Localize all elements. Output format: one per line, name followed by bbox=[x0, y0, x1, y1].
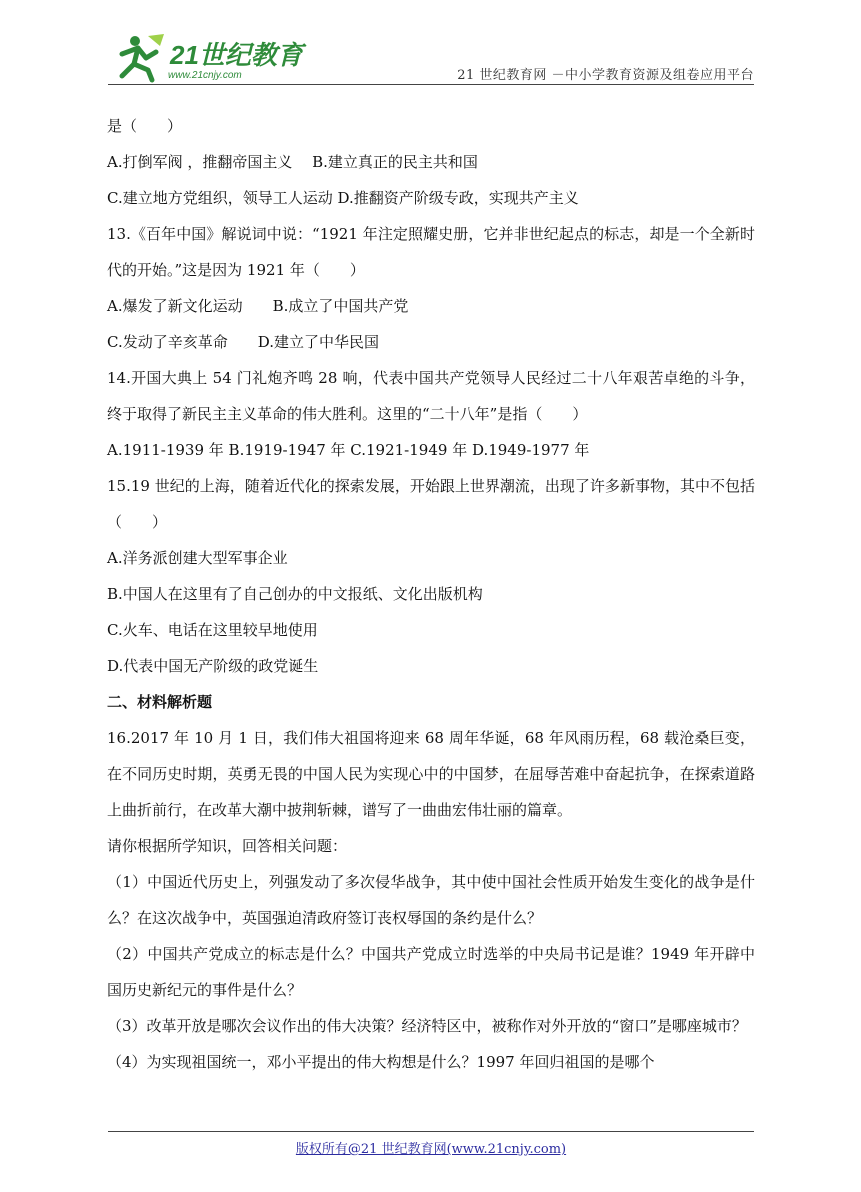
text-line: 请你根据所学知识，回答相关问题： bbox=[107, 837, 348, 855]
document-body bbox=[107, 108, 755, 1080]
text-line: 是（ ） bbox=[107, 117, 183, 135]
text-line: 15.19 世纪的上海，随着近代化的探索发展，开始跟上世界潮流，出现了许多新事物，其中不包括（ ） bbox=[107, 477, 755, 531]
text-line: 13.《百年中国》解说词中说：“1921 年注定照耀史册，它并非世纪起点的标志，却是一个全新时代的开始。”这是因为 1921 年（ ） bbox=[107, 225, 755, 279]
text-line: C.火车、电话在这里较早地使用 bbox=[107, 621, 318, 639]
text-line: （3）改革开放是哪次会议作出的伟大决策？经济特区中，被称作对外开放的“窗口”是哪座城市？ bbox=[107, 1017, 747, 1035]
text-line: （4）为实现祖国统一，邓小平提出的伟大构想是什么？1997 年回归祖国的是哪个 bbox=[107, 1053, 655, 1071]
footer-divider bbox=[108, 1131, 754, 1132]
text-line: A.打倒军阀 ，推翻帝国主义 B.建立真正的民主共和国 bbox=[107, 153, 478, 171]
section-heading: 二、材料解析题 bbox=[107, 693, 213, 711]
text-line: A.洋务派创建大型军事企业 bbox=[107, 549, 288, 567]
header-divider bbox=[108, 84, 754, 85]
site-logo[interactable] bbox=[108, 32, 308, 84]
text-line: B.中国人在这里有了自己创办的中文报纸、文化出版机构 bbox=[107, 585, 483, 603]
text-line: C.建立地方党组织，领导工人运动 D.推翻资产阶级专政，实现共产主义 bbox=[107, 189, 579, 207]
runner-icon bbox=[108, 32, 308, 84]
text-line: D.代表中国无产阶级的政党诞生 bbox=[107, 657, 319, 675]
text-line: A.1911-1939 年 B.1919-1947 年 C.1921-1949 年 D.1949-1977 年 bbox=[107, 441, 590, 459]
header-site-title: 21 世纪教育网 －中小学教育资源及组卷应用平台 bbox=[457, 68, 754, 83]
text-line: （2）中国共产党成立的标志是什么？中国共产党成立时选举的中央局书记是谁？1949 年开辟中国历史新纪元的事件是什么？ bbox=[107, 945, 755, 999]
footer-copyright-link[interactable]: 版权所有@21 世纪教育网(www.21cnjy.com) bbox=[295, 1142, 567, 1157]
text-line: （1）中国近代历史上，列强发动了多次侵华战争，其中使中国社会性质开始发生变化的战争是什么？在这次战争中，英国强迫清政府签订丧权辱国的条约是什么？ bbox=[107, 873, 755, 927]
svg-text:www.21cnjy.com: www.21cnjy.com bbox=[168, 70, 242, 81]
svg-text:21世纪教育: 21世纪教育 bbox=[170, 40, 303, 70]
text-line: C.发动了辛亥革命 D.建立了中华民国 bbox=[107, 333, 379, 351]
text-line: A.爆发了新文化运动 B.成立了中国共产党 bbox=[107, 297, 409, 315]
text-line: 14.开国大典上 54 门礼炮齐鸣 28 响，代表中国共产党领导人民经过二十八年艰苦卓绝的斗争，终于取得了新民主主义革命的伟大胜利。这里的“二十八年”是指（ ） bbox=[107, 369, 755, 423]
text-line: 16.2017 年 10 月 1 日，我们伟大祖国将迎来 68 周年华诞，68 年风雨历程，68 载沧桑巨变，在不同历史时期，英勇无畏的中国人民为实现心中的中国梦，在屈辱苦难中奋起抗争，在探索道路上曲折前行，在改革大潮中披荆斩棘，谱写了一曲曲宏伟壮丽的篇章。 bbox=[107, 729, 755, 819]
